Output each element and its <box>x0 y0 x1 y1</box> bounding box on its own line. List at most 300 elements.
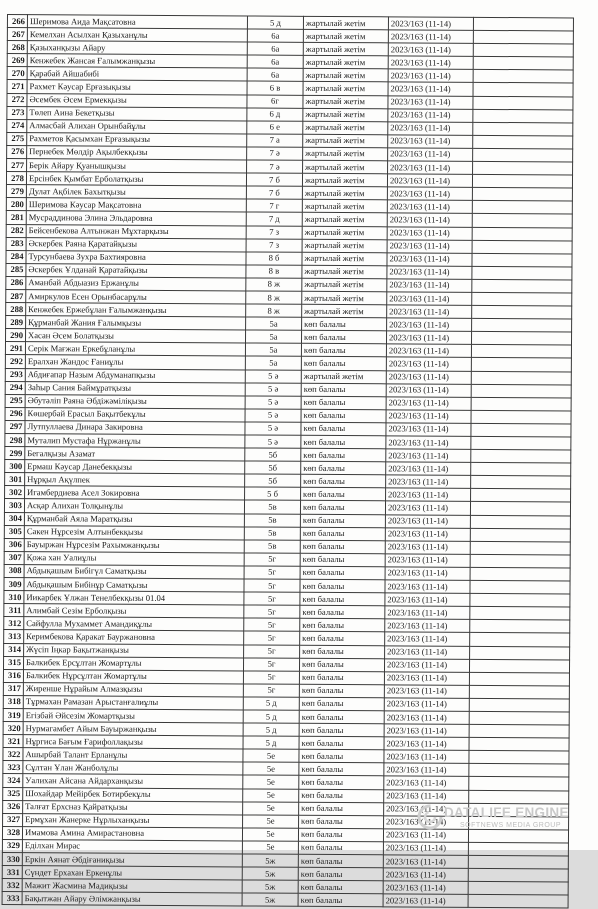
class-cell: 5 ә <box>245 396 301 409</box>
order-cell: 2023/163 (11-14) <box>386 357 471 371</box>
category-cell: көп балалы <box>299 658 384 672</box>
category-cell: жартылай жетім <box>302 213 387 227</box>
row-number: 327 <box>3 813 23 826</box>
category-cell: көп балалы <box>299 750 384 764</box>
category-cell: көп балалы <box>301 331 386 345</box>
student-name: Пернебек Мөлдір Ақылбекқызы <box>27 146 247 160</box>
order-cell: 2023/163 (11-14) <box>387 213 472 227</box>
student-name: Абдиғапар Назым Абдуманапқызы <box>25 368 245 382</box>
empty-cell <box>469 724 569 738</box>
order-cell: 2023/163 (11-14) <box>388 95 473 109</box>
row-number: 330 <box>2 852 22 865</box>
student-name: Құрманбай Жания Ғалымқызы <box>26 316 246 330</box>
class-cell: 8 ж <box>246 304 302 317</box>
class-cell: 6а <box>247 42 303 55</box>
student-name: Шохайдар Мейірбек Ботирбекұлы <box>23 787 243 801</box>
order-cell: 2023/163 (11-14) <box>385 514 470 528</box>
order-cell: 2023/163 (11-14) <box>388 161 473 175</box>
category-cell: көп балалы <box>300 619 385 633</box>
order-cell: 2023/163 (11-14) <box>385 527 470 541</box>
category-cell: жартылай жетім <box>302 226 387 240</box>
empty-cell <box>472 227 572 241</box>
empty-cell <box>472 201 572 215</box>
category-cell: көп балалы <box>299 802 384 816</box>
category-cell: көп балалы <box>298 880 383 894</box>
category-cell: көп балалы <box>299 789 384 803</box>
order-cell: 2023/163 (11-14) <box>386 462 471 476</box>
row-number: 266 <box>7 15 27 28</box>
student-name: Ашырбай Талант Ерланұлы <box>23 748 243 762</box>
class-cell: 5 ә <box>245 409 301 422</box>
row-number: 279 <box>6 185 26 198</box>
empty-cell <box>470 515 570 529</box>
student-name: Кенжебек Ержебұлан Ғалымжанқызы <box>26 303 246 317</box>
student-name: Рахметов Қасымхан Ерғазықызы <box>27 132 247 146</box>
category-cell: көп балалы <box>299 697 384 711</box>
order-cell: 2023/163 (11-14) <box>386 397 471 411</box>
row-number: 328 <box>2 826 22 839</box>
student-name: Сұлтан Ұлан Жанболұлы <box>23 761 243 775</box>
student-name: Жиренше Нұрайым Алмазқызы <box>23 682 243 696</box>
student-name: Құрманбай Аяла Маратқызы <box>24 512 244 526</box>
order-cell: 2023/163 (11-14) <box>388 135 473 149</box>
class-cell: 6а <box>247 68 303 81</box>
category-cell: көп балалы <box>300 579 385 593</box>
class-cell: 6а <box>247 29 303 42</box>
row-number: 302 <box>5 486 25 499</box>
order-cell: 2023/163 (11-14) <box>388 69 473 83</box>
class-cell: 5 ә <box>245 435 301 448</box>
order-cell: 2023/163 (11-14) <box>384 802 469 816</box>
empty-cell <box>470 554 570 568</box>
order-cell: 2023/163 (11-14) <box>387 318 472 332</box>
row-number: 283 <box>6 237 26 250</box>
empty-cell <box>472 279 572 293</box>
class-cell: 5е <box>242 841 298 854</box>
class-cell: 5 д <box>243 697 299 710</box>
swirl-logo-icon <box>416 803 444 831</box>
empty-cell <box>471 423 571 437</box>
empty-cell <box>473 96 573 110</box>
row-number: 318 <box>3 695 23 708</box>
student-name: Әскербек Ұлданай Қаратайқызы <box>26 263 246 277</box>
student-name: Дулат Ақбілек Бахытқызы <box>26 185 246 199</box>
category-cell: көп балалы <box>301 396 386 410</box>
order-cell: 2023/163 (11-14) <box>387 239 472 253</box>
class-cell: 5г <box>244 644 300 657</box>
class-cell: 5в <box>244 500 300 513</box>
class-cell: 5 д <box>243 723 299 736</box>
row-number: 284 <box>6 250 26 263</box>
row-number: 298 <box>5 433 25 446</box>
order-cell: 2023/163 (11-14) <box>388 108 473 122</box>
category-cell: көп балалы <box>302 317 387 331</box>
empty-cell <box>472 240 572 254</box>
class-cell: 5б <box>245 474 301 487</box>
order-cell: 2023/163 (11-14) <box>385 606 470 620</box>
student-name: Еділхан Мирас <box>22 840 242 854</box>
order-cell: 2023/163 (11-14) <box>385 501 470 515</box>
student-name: Талғат Ерхсназ Қайратқызы <box>23 800 243 814</box>
category-cell: көп балалы <box>300 632 385 646</box>
category-cell: көп балалы <box>298 867 383 881</box>
class-cell: 7 з <box>246 239 302 252</box>
order-cell: 2023/163 (11-14) <box>385 593 470 607</box>
row-number: 320 <box>3 722 23 735</box>
order-cell: 2023/163 (11-14) <box>385 632 470 646</box>
category-cell: көп балалы <box>301 448 386 462</box>
row-number: 295 <box>5 394 25 407</box>
student-name: Сүндет Ерхахан Еркенұлы <box>22 866 242 880</box>
student-name: Төлеп Аина Бекетқызы <box>27 106 247 120</box>
empty-cell <box>472 292 572 306</box>
row-number: 289 <box>6 316 26 329</box>
row-number: 322 <box>3 748 23 761</box>
order-cell: 2023/163 (11-14) <box>388 43 473 57</box>
student-name: Муталип Мустафа Нұржанұлы <box>25 434 245 448</box>
class-cell: 6г <box>247 95 303 108</box>
row-number: 293 <box>5 368 25 381</box>
category-cell: жартылай жетім <box>302 278 387 292</box>
empty-cell <box>471 332 571 346</box>
row-number: 315 <box>3 656 23 669</box>
empty-cell <box>470 580 570 594</box>
empty-cell <box>470 593 570 607</box>
student-name: Сайфулла Мухаммет Амандиқұлы <box>24 617 244 631</box>
student-list-table <box>2 14 574 909</box>
student-name: Нұргиса Бағым Ғарифоллақызы <box>23 735 243 749</box>
student-name: Балкибек Нұрсұлтан Жомартұлы <box>23 669 243 683</box>
order-cell: 2023/163 (11-14) <box>384 763 469 777</box>
class-cell: 7 а <box>247 134 303 147</box>
row-number: 333 <box>2 892 22 905</box>
row-number: 290 <box>5 329 25 342</box>
student-name: Керимбекова Қаракат Бауржановна <box>24 630 244 644</box>
order-cell: 2023/163 (11-14) <box>388 82 473 96</box>
row-number: 319 <box>3 708 23 721</box>
class-cell: 6 д <box>247 108 303 121</box>
student-name: Көшербай Ерасыл Бақытбекұлы <box>25 407 245 421</box>
order-cell: 2023/163 (11-14) <box>383 868 468 882</box>
student-name: Аманбай Абдыазиз Ержанұлы <box>26 276 246 290</box>
class-cell: 5е <box>243 788 299 801</box>
empty-cell <box>469 790 569 804</box>
student-name: Абдықашым Бибігүл Саматқызы <box>24 565 244 579</box>
student-name: Әсембек Әсем Ермекқызы <box>27 93 247 107</box>
order-cell: 2023/163 (11-14) <box>386 475 471 489</box>
row-number: 277 <box>7 159 27 172</box>
order-cell: 2023/163 (11-14) <box>386 383 471 397</box>
student-name: Алмасбай Алихан Орынбайұлы <box>27 119 247 133</box>
class-cell: 5е <box>243 762 299 775</box>
empty-cell <box>470 541 570 555</box>
category-cell: жартылай жетім <box>303 29 388 43</box>
row-number: 311 <box>4 604 24 617</box>
category-cell: жартылай жетім <box>302 173 387 187</box>
category-cell: көп балалы <box>298 828 383 842</box>
class-cell: 7 б <box>246 186 302 199</box>
order-cell: 2023/163 (11-14) <box>384 698 469 712</box>
row-number: 280 <box>6 198 26 211</box>
empty-cell <box>470 567 570 581</box>
category-cell: көп балалы <box>300 606 385 620</box>
empty-cell <box>473 135 573 149</box>
empty-cell <box>471 436 571 450</box>
category-cell: жартылай жетім <box>303 95 388 109</box>
category-cell: жартылай жетім <box>302 252 387 266</box>
order-cell: 2023/163 (11-14) <box>387 174 472 188</box>
category-cell: жартылай жетім <box>302 239 387 253</box>
student-name: Егізбай Әйсезім Жомартқызы <box>23 709 243 723</box>
empty-cell <box>472 214 572 228</box>
row-number: 286 <box>6 276 26 289</box>
class-cell: 5 ә <box>245 422 301 435</box>
row-number: 294 <box>5 381 25 394</box>
class-cell: 5ж <box>242 867 298 880</box>
student-name: Ералхан Жандос Ғаниұлы <box>25 355 245 369</box>
row-number: 291 <box>5 342 25 355</box>
empty-cell <box>471 397 571 411</box>
row-number: 288 <box>6 303 26 316</box>
student-name: Шеримова Кәусар Мақсатовна <box>26 198 246 212</box>
class-cell: 5б <box>245 448 301 461</box>
student-name: Нурмагамбет Айым Бауыржанқызы <box>23 722 243 736</box>
empty-cell <box>473 83 573 97</box>
empty-cell <box>469 685 569 699</box>
class-cell: 5г <box>244 566 300 579</box>
class-cell: 5е <box>243 815 299 828</box>
row-number: 273 <box>7 106 27 119</box>
row-number: 321 <box>3 735 23 748</box>
empty-cell <box>471 358 571 372</box>
class-cell: 5г <box>243 684 299 697</box>
empty-cell <box>469 698 569 712</box>
order-cell: 2023/163 (11-14) <box>387 292 472 306</box>
student-name: Турсунбаева Зухра Бахтияровна <box>26 250 246 264</box>
empty-cell <box>473 122 573 136</box>
category-cell: жартылай жетім <box>303 69 388 83</box>
row-number: 296 <box>5 407 25 420</box>
table-row <box>2 892 568 909</box>
student-name: Шеримова Аида Мақсатовна <box>27 15 247 29</box>
category-cell: жартылай жетім <box>303 108 388 122</box>
order-cell: 2023/163 (11-14) <box>386 344 471 358</box>
student-name: Алимбай Сезім Ерболқызы <box>24 604 244 618</box>
empty-cell <box>469 777 569 791</box>
order-cell: 2023/163 (11-14) <box>385 645 470 659</box>
class-cell: 7 б <box>246 173 302 186</box>
order-cell: 2023/163 (11-14) <box>388 148 473 162</box>
category-cell: жартылай жетім <box>303 16 388 30</box>
class-cell: 5е <box>243 775 299 788</box>
row-number: 270 <box>7 67 27 80</box>
category-cell: көп балалы <box>299 815 384 829</box>
row-number: 304 <box>4 512 24 525</box>
student-name: Мусраддинова Элина Эльдаровна <box>26 211 246 225</box>
class-cell: 5а <box>245 356 301 369</box>
class-cell: 5г <box>244 553 300 566</box>
class-cell: 8 ж <box>246 278 302 291</box>
class-cell: 5а <box>245 343 301 356</box>
category-cell: көп балалы <box>299 710 384 724</box>
order-cell: 2023/163 (11-14) <box>383 842 468 856</box>
class-cell: 8 ж <box>246 291 302 304</box>
class-cell: 5ж <box>242 854 298 867</box>
row-number: 326 <box>3 800 23 813</box>
category-cell: жартылай жетім <box>303 42 388 56</box>
class-cell: 5г <box>244 592 300 605</box>
student-name: Имамова Амина Амирастановна <box>22 826 242 840</box>
student-name: Амиркулов Есен Орынбасарұлы <box>26 290 246 304</box>
class-cell: 5в <box>244 527 300 540</box>
row-number: 317 <box>3 682 23 695</box>
order-cell: 2023/163 (11-14) <box>384 737 469 751</box>
class-cell: 5а <box>246 317 302 330</box>
row-number: 303 <box>4 499 24 512</box>
order-cell: 2023/163 (11-14) <box>387 200 472 214</box>
student-name: Бейсенбекова Алтынжан Мұхтарқызы <box>26 224 246 238</box>
category-cell: жартылай жетім <box>301 370 386 384</box>
empty-cell <box>469 672 569 686</box>
category-cell: көп балалы <box>299 763 384 777</box>
row-number: 316 <box>3 669 23 682</box>
category-cell: көп балалы <box>298 854 383 868</box>
row-number: 314 <box>4 643 24 656</box>
class-cell: 5ж <box>242 893 298 906</box>
order-cell: 2023/163 (11-14) <box>387 187 472 201</box>
class-cell: 8 в <box>246 265 302 278</box>
category-cell: жартылай жетім <box>303 134 388 148</box>
class-cell: 7 г <box>246 199 302 212</box>
student-name: Берік Айару Қуанышқызы <box>27 159 247 173</box>
student-name: Бауыржан Нұрсезім Рахымжанқызы <box>24 538 244 552</box>
order-cell: 2023/163 (11-14) <box>387 305 472 319</box>
empty-cell <box>468 868 568 882</box>
empty-cell <box>473 17 573 31</box>
order-cell: 2023/163 (11-14) <box>387 253 472 267</box>
category-cell: жартылай жетім <box>302 187 387 201</box>
empty-cell <box>468 895 568 909</box>
empty-cell <box>470 620 570 634</box>
class-cell: 5г <box>244 631 300 644</box>
class-cell: 5в <box>244 540 300 553</box>
order-cell: 2023/163 (11-14) <box>383 894 468 908</box>
category-cell: жартылай жетім <box>303 147 388 161</box>
student-name: Нұрқыл Ақүлпек <box>25 473 245 487</box>
order-cell: 2023/163 (11-14) <box>385 541 470 555</box>
student-name: Қожа хан Уалиұлы <box>24 551 244 565</box>
empty-cell <box>470 633 570 647</box>
category-cell: көп балалы <box>301 357 386 371</box>
category-cell: көп балалы <box>301 461 386 475</box>
empty-cell <box>473 30 573 44</box>
order-cell: 2023/163 (11-14) <box>388 56 473 70</box>
student-name: Ермаш Кәусар Данебекқызы <box>25 460 245 474</box>
row-number: 332 <box>2 879 22 892</box>
empty-cell <box>472 266 572 280</box>
student-name: Ерсінбек Қымбат Ерболатқызы <box>26 172 246 186</box>
category-cell: көп балалы <box>300 553 385 567</box>
empty-cell <box>469 764 569 778</box>
order-cell: 2023/163 (11-14) <box>384 658 469 672</box>
class-cell: 5г <box>243 658 299 671</box>
student-name: Кенжебек Жансая Ғалымжанқызы <box>27 54 247 68</box>
empty-cell <box>471 345 571 359</box>
class-cell: 5г <box>244 579 300 592</box>
row-number: 324 <box>3 774 23 787</box>
student-name: Заһыр Сания Баймұратқызы <box>25 381 245 395</box>
order-cell: 2023/163 (11-14) <box>387 226 472 240</box>
student-name: Қазыханқызы Айару <box>27 41 247 55</box>
class-cell: 5 д <box>247 16 303 29</box>
empty-cell <box>473 109 573 123</box>
student-name: Балкибек Ерсұлтан Жомартұлы <box>23 656 243 670</box>
class-cell: 7 з <box>246 225 302 238</box>
category-cell: көп балалы <box>300 514 385 528</box>
category-cell: жартылай жетім <box>303 160 388 174</box>
row-number: 310 <box>4 591 24 604</box>
empty-cell <box>469 737 569 751</box>
row-number: 285 <box>6 263 26 276</box>
class-cell: 5б <box>245 461 301 474</box>
student-name: Кемелхан Асылхан Қазыханұлы <box>27 28 247 42</box>
order-cell: 2023/163 (11-14) <box>384 816 469 830</box>
category-cell: жартылай жетім <box>302 200 387 214</box>
student-name: Асқар Алихан Толқынұлы <box>24 499 244 513</box>
row-number: 329 <box>2 839 22 852</box>
empty-cell <box>469 659 569 673</box>
order-cell: 2023/163 (11-14) <box>384 789 469 803</box>
student-name: Әбутәліп Раяна Әбдіжәміліқызы <box>25 394 245 408</box>
category-cell: көп балалы <box>300 527 385 541</box>
empty-cell <box>468 882 568 896</box>
order-cell: 2023/163 (11-14) <box>385 567 470 581</box>
empty-cell <box>469 751 569 765</box>
student-name: Серік Мағжан Еркебұланұлы <box>25 342 245 356</box>
order-cell: 2023/163 (11-14) <box>383 829 468 843</box>
student-name: Рахмет Кәусар Ерғазықызы <box>27 80 247 94</box>
category-cell: көп балалы <box>300 540 385 554</box>
empty-cell <box>473 57 573 71</box>
category-cell: көп балалы <box>299 736 384 750</box>
row-number: 276 <box>7 145 27 158</box>
class-cell: 6 в <box>247 81 303 94</box>
student-name: Абдықашым Бибінұр Саматқызы <box>24 578 244 592</box>
category-cell: көп балалы <box>300 645 385 659</box>
order-cell: 2023/163 (11-14) <box>386 331 471 345</box>
row-number: 278 <box>6 172 26 185</box>
empty-cell <box>471 489 571 503</box>
empty-cell <box>472 174 572 188</box>
student-name: Қарабай Айшабибі <box>27 67 247 81</box>
student-list-body <box>2 15 573 909</box>
order-cell: 2023/163 (11-14) <box>385 554 470 568</box>
class-cell: 5а <box>245 330 301 343</box>
student-name: Уалихан Айсана Айдарханқызы <box>23 774 243 788</box>
student-name: Мажит Жасмина Мадиқызы <box>22 879 242 893</box>
category-cell: жартылай жетім <box>302 291 387 305</box>
order-cell: 2023/163 (11-14) <box>386 370 471 384</box>
class-cell: 5г <box>244 618 300 631</box>
empty-cell <box>468 855 568 869</box>
class-cell: 5 ә <box>245 369 301 382</box>
order-cell: 2023/163 (11-14) <box>388 17 473 31</box>
order-cell: 2023/163 (11-14) <box>384 672 469 686</box>
order-cell: 2023/163 (11-14) <box>384 724 469 738</box>
category-cell: көп балалы <box>301 409 386 423</box>
category-cell: көп балалы <box>301 435 386 449</box>
empty-cell <box>472 188 572 202</box>
